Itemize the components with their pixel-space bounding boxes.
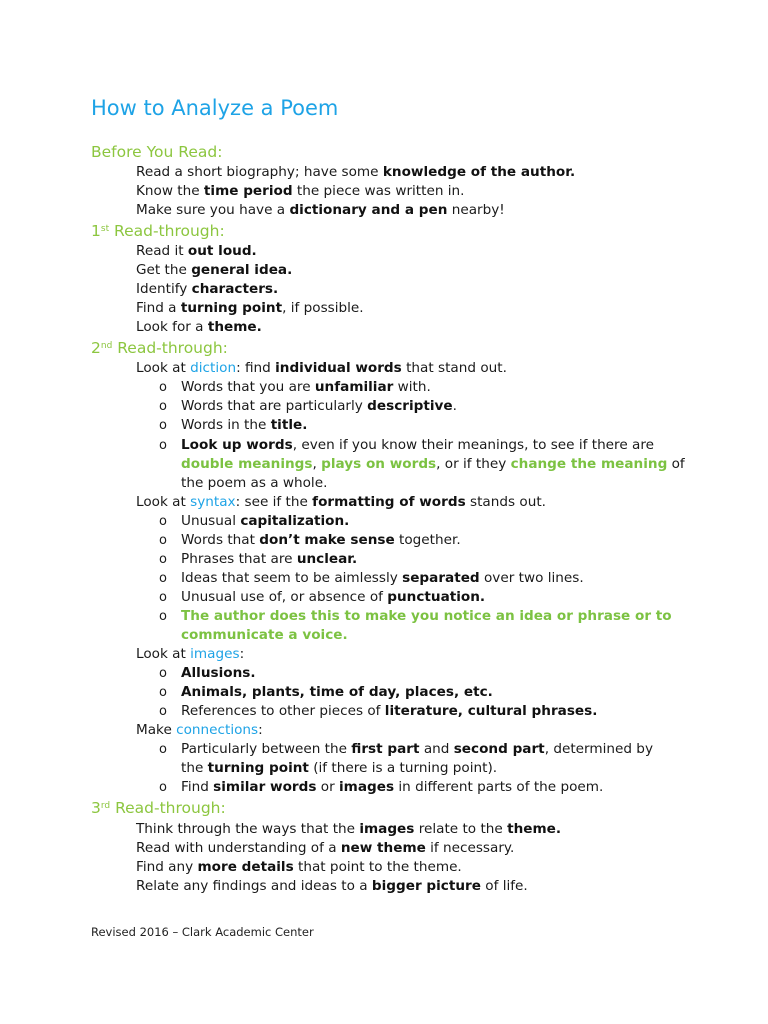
third-line-3: Find any more details that point to the theme. <box>136 859 462 875</box>
before-line-2: Know the time period the piece was written in. <box>136 183 465 199</box>
connections-item-2: Find similar words or images in different parts of the poem. <box>181 779 604 795</box>
diction-intro: Look at diction: find individual words that stand out. <box>136 360 507 376</box>
images-intro: Look at images: <box>136 646 245 662</box>
bullet-marker: o <box>159 399 167 414</box>
third-line-4: Relate any findings and ideas to a bigger picture of life. <box>136 878 528 894</box>
third-line-2: Read with understanding of a new theme if necessary. <box>136 840 515 856</box>
images-item-2: Animals, plants, time of day, places, etc. <box>181 684 493 700</box>
bullet-marker: o <box>159 552 167 567</box>
images-item-3: References to other pieces of literature, cultural phrases. <box>181 703 598 719</box>
diction-item-2: Words that are particularly descriptive. <box>181 398 457 414</box>
syntax-note-1: The author does this to make you notice an idea or phrase or to <box>181 608 672 624</box>
syntax-item-5: Unusual use of, or absence of punctuation. <box>181 589 486 605</box>
section-heading-first: 1st Read-through: <box>91 222 225 240</box>
syntax-item-1: Unusual capitalization. <box>181 513 350 529</box>
bullet-marker: o <box>159 704 167 719</box>
bullet-marker: o <box>159 666 167 681</box>
syntax-item-4: Ideas that seem to be aimlessly separated over two lines. <box>181 570 584 586</box>
page-title: How to Analyze a Poem <box>91 96 339 120</box>
images-item-1: Allusions. <box>181 665 256 681</box>
first-line-4: Find a turning point, if possible. <box>136 300 364 316</box>
first-line-2: Get the general idea. <box>136 262 293 278</box>
bullet-marker: o <box>159 533 167 548</box>
bullet-marker: o <box>159 418 167 433</box>
syntax-note-2: communicate a voice. <box>181 627 348 643</box>
bullet-marker: o <box>159 609 167 624</box>
third-line-1: Think through the ways that the images relate to the theme. <box>136 821 562 837</box>
connections-intro: Make connections: <box>136 722 263 738</box>
section-heading-before: Before You Read: <box>91 143 223 161</box>
diction-item-1: Words that you are unfamiliar with. <box>181 379 431 395</box>
before-line-1: Read a short biography; have some knowledge of the author. <box>136 164 576 180</box>
connections-item-1: Particularly between the first part and second part, determined by <box>181 741 653 757</box>
bullet-marker: o <box>159 780 167 795</box>
bullet-marker: o <box>159 380 167 395</box>
bullet-marker: o <box>159 590 167 605</box>
section-heading-third: 3rd Read-through: <box>91 799 226 817</box>
syntax-intro: Look at syntax: see if the formatting of words stands out. <box>136 494 546 510</box>
first-line-3: Identify characters. <box>136 281 279 297</box>
before-line-3: Make sure you have a dictionary and a pen nearby! <box>136 202 505 218</box>
diction-item-4-cont: double meanings, plays on words, or if they change the meaning of <box>181 456 685 472</box>
section-heading-second: 2nd Read-through: <box>91 339 228 357</box>
connections-item-1-cont: the turning point (if there is a turning point). <box>181 760 498 776</box>
bullet-marker: o <box>159 514 167 529</box>
bullet-marker: o <box>159 438 167 453</box>
diction-item-4: Look up words, even if you know their meanings, to see if there are <box>181 437 655 453</box>
bullet-marker: o <box>159 571 167 586</box>
first-line-5: Look for a theme. <box>136 319 262 335</box>
first-line-1: Read it out loud. <box>136 243 257 259</box>
bullet-marker: o <box>159 685 167 700</box>
diction-item-3: Words in the title. <box>181 417 308 433</box>
syntax-item-3: Phrases that are unclear. <box>181 551 358 567</box>
syntax-item-2: Words that don’t make sense together. <box>181 532 461 548</box>
diction-item-4-end: the poem as a whole. <box>181 475 328 491</box>
footer-revision: Revised 2016 – Clark Academic Center <box>91 925 314 939</box>
bullet-marker: o <box>159 742 167 757</box>
